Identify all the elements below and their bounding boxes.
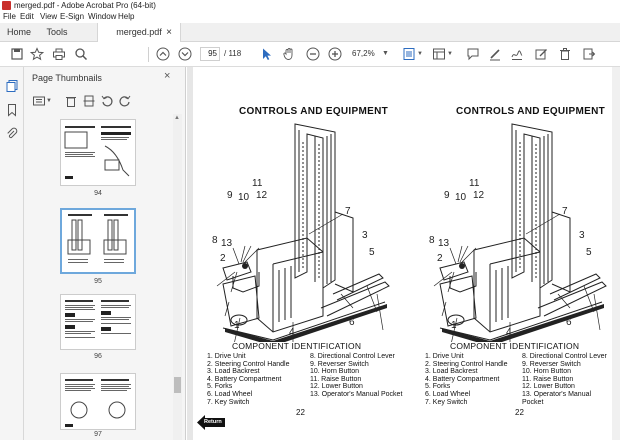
legend-item: 13. Operator's Manual Pocket — [522, 390, 592, 406]
zoom-in-icon[interactable] — [328, 47, 342, 61]
callout-11: 11 — [252, 178, 263, 189]
legend-item: 11. Raise Button — [310, 375, 362, 383]
callout-10: 10 — [238, 192, 250, 203]
callout-5: 5 — [586, 247, 592, 258]
search-icon[interactable] — [74, 47, 88, 61]
menu-view[interactable]: View — [40, 12, 58, 21]
legend-item: 8. Directional Control Lever — [310, 353, 395, 360]
callout-13: 13 — [221, 238, 233, 249]
pdf-page — [193, 67, 612, 440]
document-scrollbar[interactable] — [612, 67, 620, 440]
bookmark-star-icon[interactable] — [30, 47, 44, 61]
legend-item: 2. Steering Control Handle — [425, 360, 508, 368]
legend-item: 12. Lower Button — [522, 383, 575, 391]
legend-item: 10. Horn Button — [310, 368, 360, 376]
save-icon[interactable] — [10, 47, 24, 61]
sign-icon[interactable] — [510, 47, 524, 61]
scrollbar-thumb[interactable] — [174, 377, 181, 393]
legend-item: 9. Reverser Switch — [522, 360, 581, 368]
legend-item: 5. Forks — [425, 383, 451, 391]
zoom-level[interactable]: 67,2% — [352, 49, 375, 58]
callout-5: 5 — [369, 247, 375, 258]
thumbnail-label-96: 96 — [94, 353, 102, 360]
legend-item: 4. Battery Compartment — [425, 375, 500, 383]
callout-3: 3 — [362, 230, 368, 241]
close-tab-icon[interactable]: × — [166, 27, 172, 38]
bookmarks-icon[interactable] — [5, 103, 19, 117]
callout-1: 1 — [234, 320, 240, 331]
rotate-clockwise-icon[interactable] — [118, 94, 132, 108]
tab-bar — [0, 23, 620, 42]
right-page-title: CONTROLS AND EQUIPMENT — [456, 106, 606, 117]
callout-4: 4 — [289, 327, 295, 338]
callout-1: 1 — [451, 320, 457, 331]
navigation-rail — [0, 67, 24, 440]
return-label: Return — [204, 419, 222, 425]
left-legend-col2 — [310, 353, 402, 399]
delete-icon[interactable] — [558, 47, 572, 61]
callout-13: 13 — [438, 238, 450, 249]
print-icon[interactable] — [52, 47, 66, 61]
panel-title: Page Thumbnails — [32, 73, 102, 83]
legend-item: 9. Reverser Switch — [310, 360, 369, 368]
tab-tools[interactable]: Tools — [46, 27, 68, 37]
callout-10: 10 — [455, 192, 467, 203]
legend-item: 3. Load Backrest — [207, 368, 260, 376]
left-page-title: CONTROLS AND EQUIPMENT — [239, 106, 389, 117]
callout-12: 12 — [473, 190, 485, 201]
callout-8: 8 — [429, 235, 435, 246]
comment-icon[interactable] — [466, 47, 480, 61]
legend-item: 11. Raise Button — [522, 375, 574, 383]
callout-9: 9 — [444, 190, 450, 201]
zoom-dropdown-icon[interactable]: ▼ — [382, 50, 389, 57]
page-layout-icon[interactable] — [432, 47, 446, 61]
page-thumbnail-97[interactable] — [60, 373, 136, 430]
delete-page-icon[interactable] — [64, 94, 78, 108]
right-page-subtitle: COMPONENT IDENTIFICATION — [450, 341, 580, 351]
legend-item: 12. Lower Button — [310, 383, 363, 391]
callout-6: 6 — [349, 317, 355, 328]
next-page-icon[interactable] — [178, 47, 192, 61]
legend-item: 5. Forks — [207, 383, 233, 391]
callout-3: 3 — [579, 230, 585, 241]
page-thumbnail-96[interactable] — [60, 294, 136, 350]
page-layout-dropdown-icon[interactable]: ▼ — [447, 51, 453, 57]
right-legend-col2 — [522, 353, 612, 406]
callout-4: 4 — [506, 327, 512, 338]
callout-9: 9 — [227, 190, 233, 201]
tab-home[interactable]: Home — [6, 27, 31, 37]
acrobat-logo-icon — [2, 1, 11, 10]
legend-item: 8. Directional Control Lever — [522, 353, 607, 360]
callout-12: 12 — [256, 190, 268, 201]
toolbar — [0, 42, 620, 67]
page-thumbnails-panel — [24, 67, 186, 440]
callout-7: 7 — [562, 206, 568, 217]
menu-file[interactable]: File — [3, 12, 16, 21]
attachments-icon[interactable] — [5, 127, 19, 141]
thumbnail-scrollbar[interactable] — [173, 114, 182, 440]
fit-page-dropdown-icon[interactable]: ▼ — [417, 51, 423, 57]
legend-item: 7. Key Switch — [207, 398, 250, 406]
callout-6: 6 — [566, 317, 572, 328]
legend-item: 2. Steering Control Handle — [207, 360, 290, 368]
legend-item: 6. Load Wheel — [207, 390, 253, 398]
callout-2: 2 — [437, 253, 443, 264]
left-legend-col1 — [207, 353, 290, 406]
legend-item: 1. Drive Unit — [207, 353, 246, 360]
fit-page-icon[interactable] — [402, 47, 416, 61]
legend-item: 10. Horn Button — [522, 368, 572, 376]
page-thumbnail-94[interactable] — [60, 119, 136, 186]
legend-item: 3. Load Backrest — [425, 368, 478, 376]
rotate-counterclockwise-icon[interactable] — [100, 94, 114, 108]
callout-8: 8 — [212, 235, 218, 246]
left-page-number: 22 — [296, 408, 305, 417]
close-panel-icon[interactable]: × — [164, 70, 171, 82]
menu-help[interactable]: Help — [118, 12, 135, 21]
right-page-number: 22 — [515, 408, 524, 417]
menu-window[interactable]: Window — [88, 12, 117, 21]
menu-edit[interactable]: Edit — [20, 12, 34, 21]
zoom-out-icon[interactable] — [306, 47, 320, 61]
tab-document[interactable] — [97, 23, 181, 43]
hand-tool-icon[interactable] — [282, 47, 296, 61]
title-bar — [0, 0, 620, 11]
legend-item: 13. Operator's Manual Pocket — [310, 390, 403, 398]
legend-item: 1. Drive Unit — [425, 353, 464, 360]
left-page-subtitle: COMPONENT IDENTIFICATION — [232, 341, 362, 351]
page-thumbnails-icon[interactable] — [5, 79, 19, 93]
thumbnail-label-95: 95 — [94, 278, 102, 285]
callout-7: 7 — [345, 206, 351, 217]
legend-item: 4. Battery Compartment — [207, 375, 282, 383]
callout-11: 11 — [469, 178, 480, 189]
page-number-input[interactable]: 95 — [200, 47, 220, 61]
thumbnail-options-icon[interactable] — [32, 94, 46, 108]
return-button[interactable] — [197, 415, 225, 430]
page-thumbnail-95[interactable] — [60, 208, 136, 274]
previous-page-icon[interactable] — [156, 47, 170, 61]
select-cursor-icon[interactable] — [260, 47, 274, 61]
menu-esign[interactable]: E-Sign — [60, 12, 85, 21]
legend-item: 7. Key Switch — [425, 398, 468, 406]
export-icon[interactable] — [582, 47, 596, 61]
tab-document-label: merged.pdf — [116, 27, 162, 37]
legend-item: 6. Load Wheel — [425, 390, 471, 398]
right-legend-col1 — [425, 353, 508, 406]
extract-pages-icon[interactable] — [82, 94, 96, 108]
thumbnail-label-94: 94 — [94, 190, 102, 197]
callout-2: 2 — [220, 253, 226, 264]
scroll-up-icon[interactable]: ▲ — [174, 115, 180, 121]
thumbnail-options-dropdown-icon[interactable]: ▼ — [46, 98, 52, 104]
menu-bar — [0, 11, 620, 23]
page-total: / 118 — [224, 49, 242, 58]
highlight-pen-icon[interactable] — [488, 47, 502, 61]
window-title: merged.pdf - Adobe Acrobat Pro (64-bit) — [14, 1, 156, 10]
thumbnail-label-97: 97 — [94, 431, 102, 438]
fill-sign-icon[interactable] — [534, 47, 548, 61]
